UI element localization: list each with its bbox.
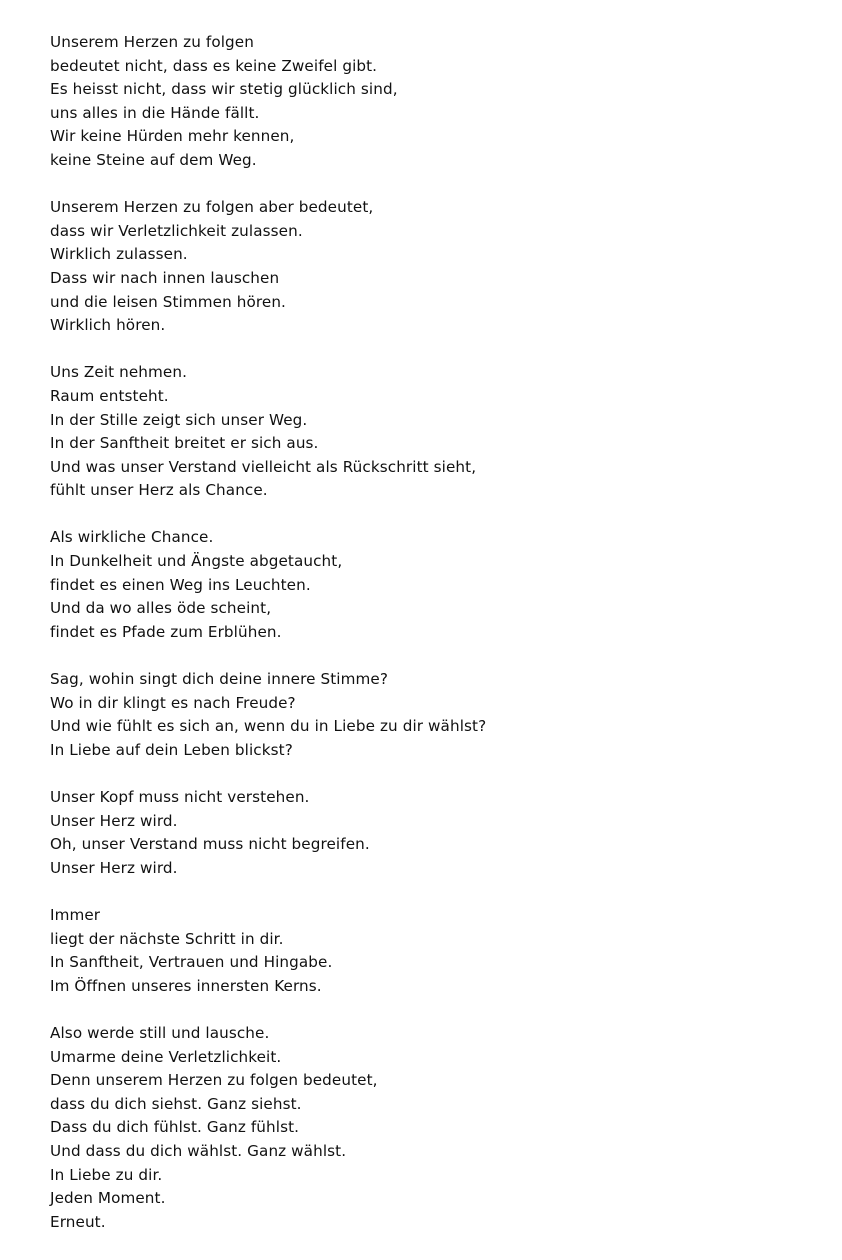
poem-line: Unserem Herzen zu folgen aber bedeutet, <box>50 198 374 217</box>
poem-line: findet es einen Weg ins Leuchten. <box>50 575 311 594</box>
poem-line: Wirklich hören. <box>50 316 166 335</box>
poem-line: Im Öffnen unseres innersten Kerns. <box>50 976 322 995</box>
poem-line: Sag, wohin singt dich deine innere Stimme? <box>50 670 389 689</box>
poem-line: Und was unser Verstand vielleicht als Rückschritt sieht, <box>50 457 477 476</box>
poem-line: Erneut. <box>50 1212 106 1231</box>
poem-line: Als wirkliche Chance. <box>50 528 214 547</box>
poem-line: Oh, unser Verstand muss nicht begreifen. <box>50 835 370 854</box>
poem-line: uns alles in die Hände fällt. <box>50 103 260 122</box>
poem-line: Unser Herz wird. <box>50 858 178 877</box>
stanza-7 <box>50 904 810 998</box>
poem-line: Und dass du dich wählst. Ganz wählst. <box>50 1141 347 1160</box>
poem-line: Unser Kopf muss nicht verstehen. <box>50 788 310 806</box>
poem-line: liegt der nächste Schritt in dir. <box>50 929 284 948</box>
stanza-1 <box>50 31 810 173</box>
poem-line: Dass wir nach innen lauschen <box>50 268 280 287</box>
poem-line: Unserem Herzen zu folgen <box>50 33 254 51</box>
poem-line: und die leisen Stimmen hören. <box>50 292 286 311</box>
poem-line: Und wie fühlt es sich an, wenn du in Liebe zu dir wählst? <box>50 717 487 736</box>
stanza-4 <box>50 526 810 644</box>
poem-line: Wo in dir klingt es nach Freude? <box>50 693 296 712</box>
stanza-6 <box>50 786 810 880</box>
stanza-3 <box>50 361 810 503</box>
poem-line: Unser Herz wird. <box>50 811 178 830</box>
poem-line: In der Sanftheit breitet er sich aus. <box>50 434 319 453</box>
poem-line: In Liebe auf dein Leben blickst? <box>50 740 293 759</box>
poem-line: bedeutet nicht, dass es keine Zweifel gibt. <box>50 56 378 75</box>
poem-line: In Sanftheit, Vertrauen und Hingabe. <box>50 953 333 972</box>
stanza-8 <box>50 1022 810 1234</box>
poem-line: Es heisst nicht, dass wir stetig glücklich sind, <box>50 80 398 99</box>
poem-line: Wir keine Hürden mehr kennen, <box>50 127 295 146</box>
poem-line: In Dunkelheit und Ängste abgetaucht, <box>50 552 343 571</box>
stanza-2 <box>50 196 810 338</box>
poem-line: Raum entsteht. <box>50 386 169 405</box>
poem-line: In Liebe zu dir. <box>50 1165 163 1184</box>
poem-line: Uns Zeit nehmen. <box>50 363 188 382</box>
poem-line: In der Stille zeigt sich unser Weg. <box>50 410 308 429</box>
poem-line: Jeden Moment. <box>50 1189 166 1208</box>
poem-page <box>50 31 810 1258</box>
poem-line: Und da wo alles öde scheint, <box>50 599 272 618</box>
poem-line: Wirklich zulassen. <box>50 245 188 264</box>
poem-line: Denn unserem Herzen zu folgen bedeutet, <box>50 1071 378 1090</box>
poem-line: dass du dich siehst. Ganz siehst. <box>50 1094 302 1113</box>
poem-line: Dass du dich fühlst. Ganz fühlst. <box>50 1118 300 1137</box>
poem-line: fühlt unser Herz als Chance. <box>50 481 268 500</box>
poem-line: findet es Pfade zum Erblühen. <box>50 622 282 641</box>
poem-line: Also werde still und lausche. <box>50 1023 270 1042</box>
stanza-5 <box>50 668 810 762</box>
poem-line: Immer <box>50 905 101 924</box>
poem-line: Umarme deine Verletzlichkeit. <box>50 1047 282 1066</box>
poem-line: keine Steine auf dem Weg. <box>50 150 257 169</box>
poem-line: dass wir Verletzlichkeit zulassen. <box>50 221 303 240</box>
